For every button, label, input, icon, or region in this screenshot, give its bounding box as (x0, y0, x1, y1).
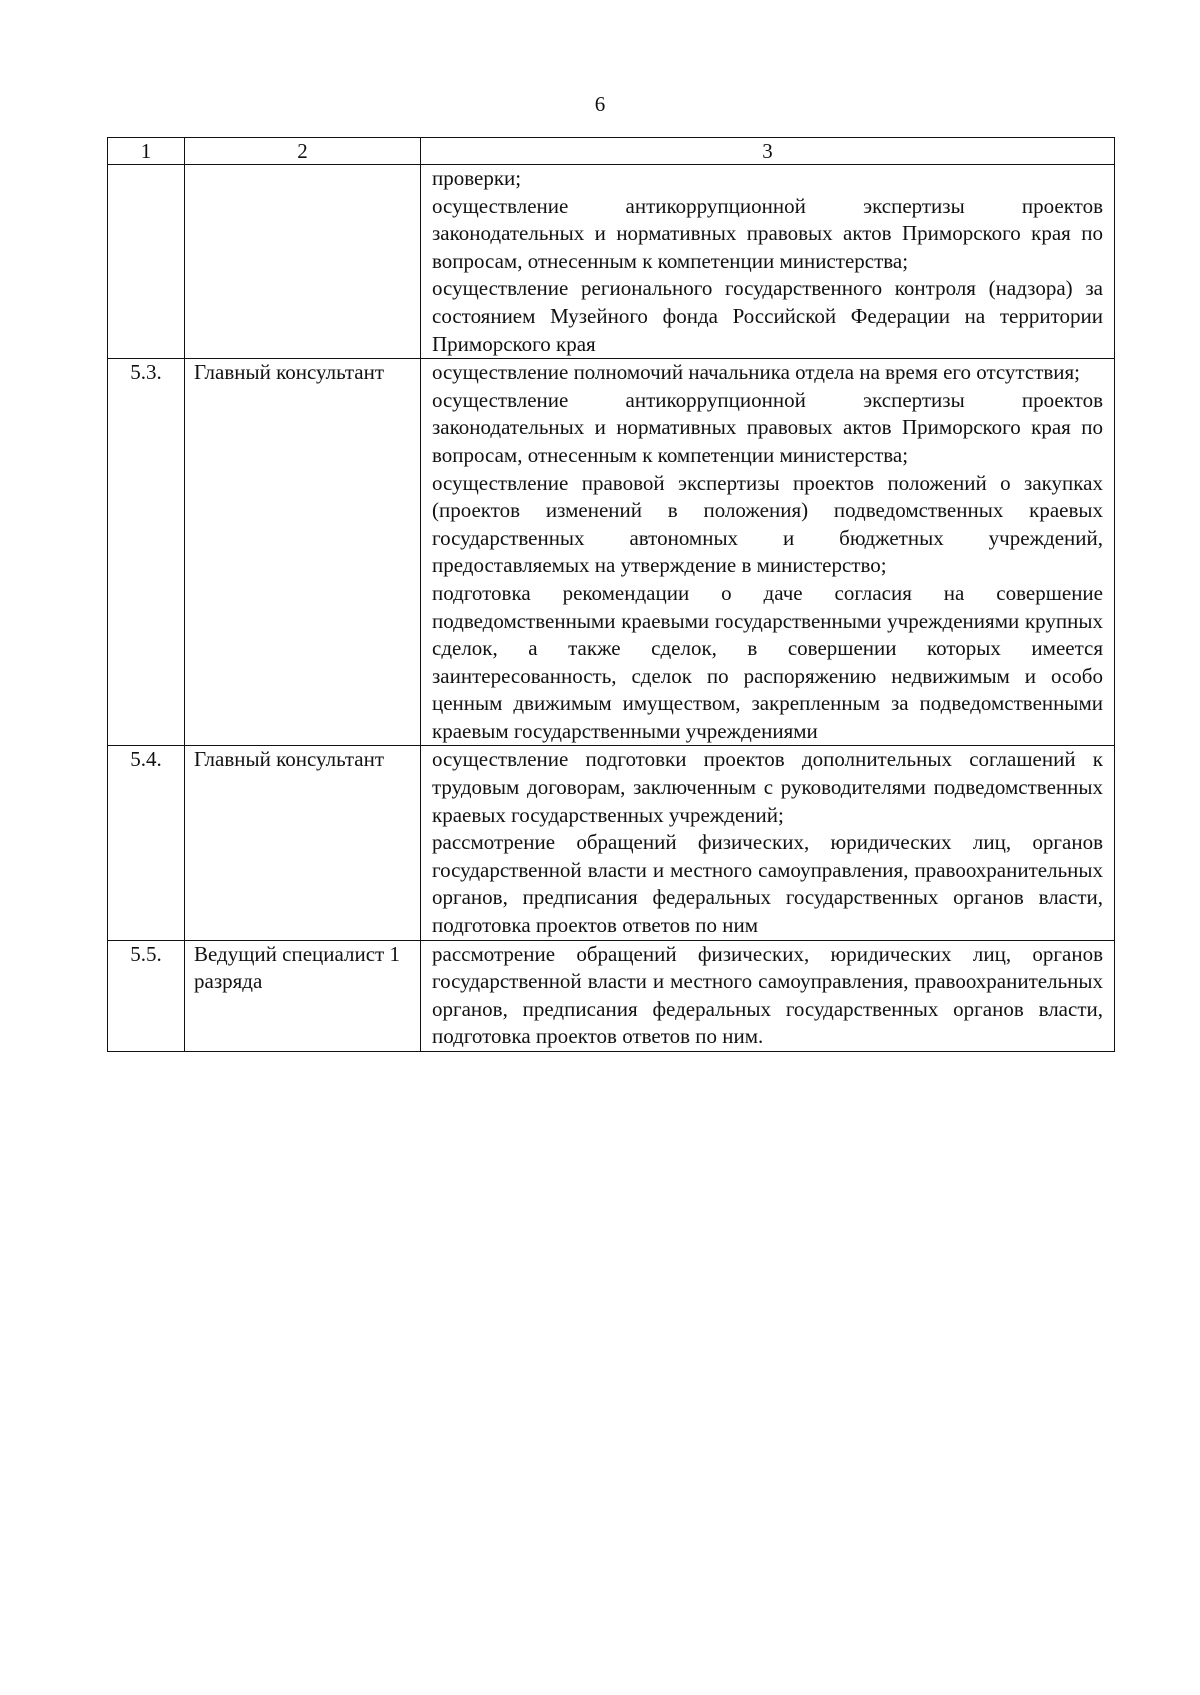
duties-cell (421, 165, 1115, 359)
duty-item: осуществление антикоррупционной экспертизы проектов законодательных и нормативных правовых актов Приморского края по вопросам, отнесенным к компетенции министерства; (432, 193, 1103, 273)
row-number-cell: 5.4. (108, 746, 185, 940)
duty-item: осуществление регионального государственного контроля (надзора) за состоянием Музейного фонда Российской Федерации на территории Приморского края (432, 276, 1103, 356)
row-number-cell: 5.5. (108, 940, 185, 1051)
duties-cell (421, 359, 1115, 746)
column-header-2: 2 (185, 138, 421, 165)
position-cell (185, 165, 421, 359)
duty-item: рассмотрение обращений физических, юридических лиц, органов государственной власти и местного самоуправления, правоохранительных органов, предписания федеральных государственных органов власти, подготовка проектов ответов по ним (432, 830, 1103, 938)
row-number-cell: 5.3. (108, 359, 185, 746)
duties-cell (421, 940, 1115, 1051)
page-number: 6 (594, 92, 606, 116)
column-header-1: 1 (108, 138, 185, 165)
table-row-continuation (108, 165, 1115, 359)
position-cell: Главный консультант (185, 746, 421, 940)
duty-item: подготовка рекомендации о даче согласия на совершение подведомственными краевыми государственными учреждениями крупных сделок, а также сделок, в совершении которых имеется заинтересованность, сделок по распоряжению недвижимым и особо ценным движимым имуществом, закрепленным за подведомственными краевым государственными учреждениями (432, 580, 1103, 743)
duty-item: рассмотрение обращений физических, юридических лиц, органов государственной власти и местного самоуправления, правоохранительных органов, предписания федеральных государственных органов власти, подготовка проектов ответов по ним. (432, 941, 1103, 1049)
row-number-cell (108, 165, 185, 359)
duty-item: осуществление подготовки проектов дополнительных соглашений к трудовым договорам, заключенным с руководителями подведомственных краевых государственных учреждений; (432, 747, 1103, 827)
position-cell: Ведущий специалист 1 разряда (185, 940, 421, 1051)
duty-item: осуществление антикоррупционной экспертизы проектов законодательных и нормативных правовых актов Приморского края по вопросам, отнесенным к компетенции министерства; (432, 387, 1103, 467)
duty-item: осуществление правовой экспертизы проектов положений о закупках (проектов изменений в положения) подведомственных краевых государственных автономных и бюджетных учреждений, предоставляемых на утверждение в министерство; (432, 470, 1103, 578)
duties-table (107, 137, 1115, 1052)
table-header-row (108, 138, 1115, 165)
table-row-5-5 (108, 940, 1115, 1051)
table-row-5-4 (108, 746, 1115, 940)
position-cell: Главный консультант (185, 359, 421, 746)
table-row-5-3 (108, 359, 1115, 746)
column-header-3: 3 (421, 138, 1115, 165)
duty-item: проверки; (432, 166, 522, 190)
duties-cell (421, 746, 1115, 940)
duty-item: осуществление полномочий начальника отдела на время его отсутствия; (432, 360, 1081, 385)
